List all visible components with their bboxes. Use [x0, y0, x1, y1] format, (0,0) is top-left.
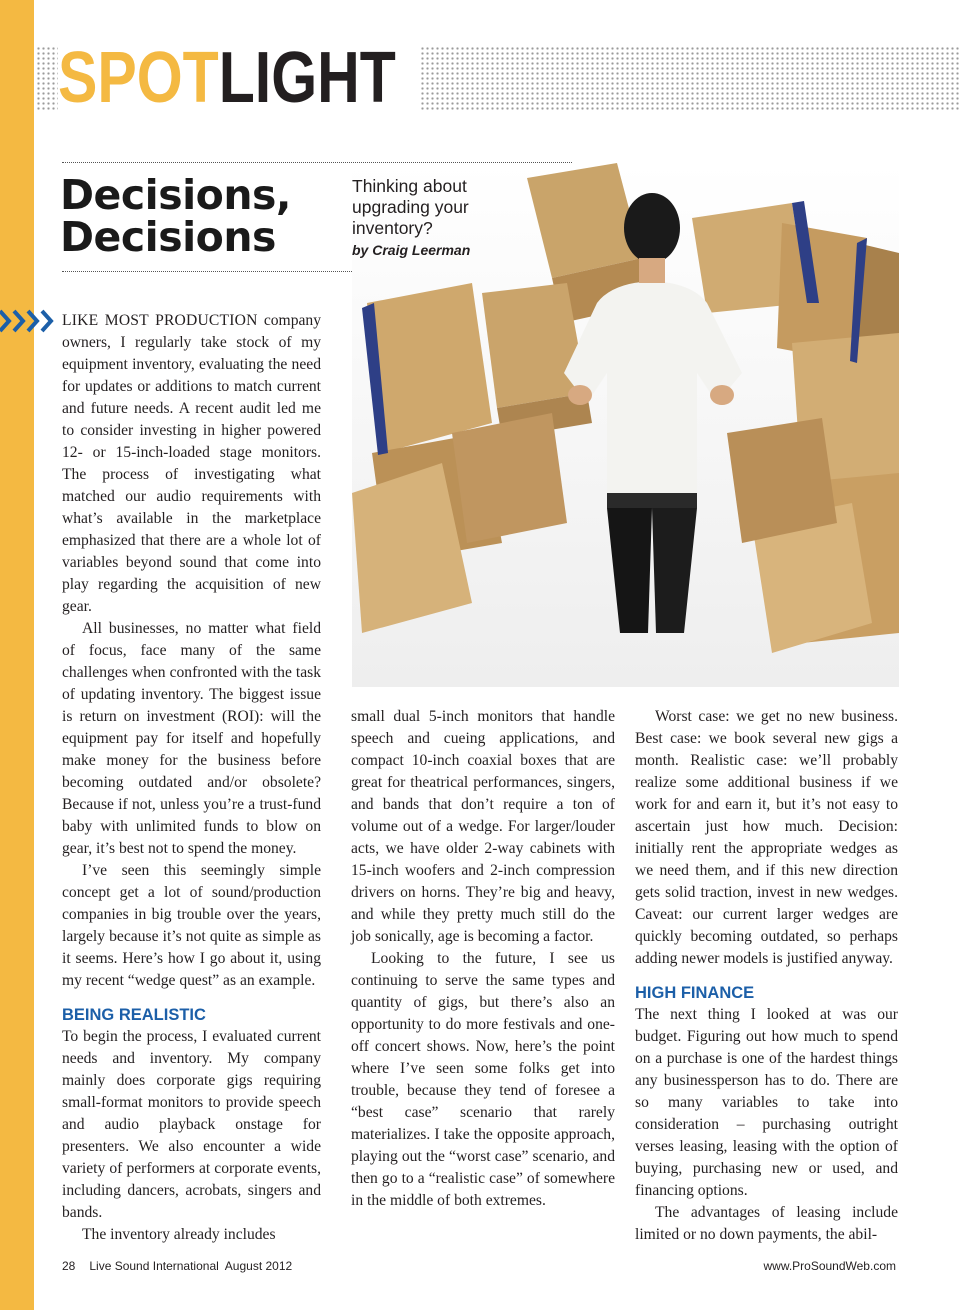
section-kicker — [58, 38, 401, 118]
dot-pattern-left — [36, 46, 58, 112]
headline-line-2: Decisions — [60, 213, 276, 261]
publication-name: Live Sound International — [89, 1259, 219, 1273]
paragraph: The next thing I looked at was our budget. Figuring out how much to spend on a purchase is one of the hardest things any businessperson has to do. There are so many variables to take into consideration – purchasing outright verses leasing, leasing with the option of buying, purchasing new or used, and financing options. — [635, 1006, 898, 1199]
body-column-1 — [62, 310, 321, 1246]
paragraph-text: company owners, I regularly take stock of my equipment inventory, evaluating the need for updates or additions to match current and future needs. A recent audit led me to consider investing in higher powered 12- or 15-inch-loaded stage monitors. The process of investigating what matched our audio requirements with what’s available in the marketplace emphasized that there are a whole lot of variables beyond sound that come into play regarding the acquisition of new gear. — [62, 312, 322, 615]
dot-pattern-right — [420, 46, 960, 112]
paragraph: small dual 5-inch monitors that handle speech and cueing applications, and compact 10-inch coaxial boxes that are great for theatrical performances, singers, and bands that don’t require a ton of volume out of a wedge. For larger/louder acts, we have older 2-way cabinets with 15-inch woofers and 2-inch compression drivers on horns. They’re big and heavy, and while they pretty much still do the job sonically, age is becoming a factor. — [351, 708, 615, 945]
paragraph: The advantages of leasing include limited or no down payments, the abil- — [635, 1204, 898, 1243]
kicker-light: LIGHT — [218, 38, 396, 118]
byline: by Craig Leerman — [352, 242, 471, 258]
paragraph: The inventory already includes — [82, 1226, 276, 1243]
paragraph: Worst case: we get no new business. Best case: we book several new gigs a month. Realistic case: we’ll probably realize some additional business if we work for and earn it, but it’s not easy to ascertain just how much. Decision: initially rent the appropriate wedges as we need them, and if this new direction gets solid traction, invest in new wedges. Caveat: our current larger wedges are quickly becoming outdated, so perhaps adding newer models is justified anyway. — [635, 708, 898, 967]
kicker-spot: SPOT — [58, 38, 219, 118]
paragraph: I’ve seen this seemingly simple concept get a lot of sound/production companies in big trouble over the years, largely because it’s not quite as simple as it seems. Here’s how I go about it, using my recent “wedge quest” as an example. — [62, 862, 321, 989]
footer-folio — [62, 1259, 292, 1273]
yellow-side-bar — [0, 0, 34, 1310]
headline-line-1: Decisions, — [60, 171, 291, 219]
article-deck — [352, 176, 502, 261]
body-column-2 — [351, 706, 615, 1212]
issue-date: August 2012 — [224, 1259, 293, 1273]
chevrons-icon — [0, 309, 60, 333]
paragraph: All businesses, no matter what field of focus, face many of the same challenges when confronted with the task of updating inventory. The biggest issue is return on investment (ROI): will the equipment pay for itself and hopefully make money for the business before becoming outdated and/or obsolete? Because if not, unless you’re a trust-fund baby with unlimited funds to blow on gear, it’s best not to spend the money. — [62, 620, 321, 857]
body-column-3 — [635, 706, 898, 1246]
deck-text: Thinking about upgrading your inventory? — [352, 176, 469, 238]
subhead-high-finance: HIGH FINANCE — [635, 984, 755, 1002]
subhead-being-realistic: BEING REALISTIC — [62, 1006, 206, 1024]
paragraph — [62, 310, 321, 618]
lead-in: LIKE MOST PRODUCTION — [62, 312, 258, 329]
article-headline — [60, 171, 350, 261]
page-number: 28 — [62, 1259, 76, 1273]
paragraph: Looking to the future, I see us continuing to serve the same types and quantity of gigs, but there’s also an opportunity to do more festivals and one-off concert shows. Now, here’s the point where I’ve seen some folks get into trouble, because they tend of foresee a “best case” scenario that rarely materializes. I take the opposite approach, playing out the “worst case” scenario, and then go to a “realistic case” of somewhere in the middle of both extremes. — [351, 950, 615, 1209]
paragraph: To begin the process, I evaluated current needs and inventory. My company mainly does corporate gigs requiring small-format monitors to provide speech and audio playback onstage for presenters. We also encounter a wide variety of performers at corporate events, including dancers, acrobats, singers and bands. — [62, 1028, 321, 1221]
footer-website: www.ProSoundWeb.com — [763, 1259, 896, 1273]
